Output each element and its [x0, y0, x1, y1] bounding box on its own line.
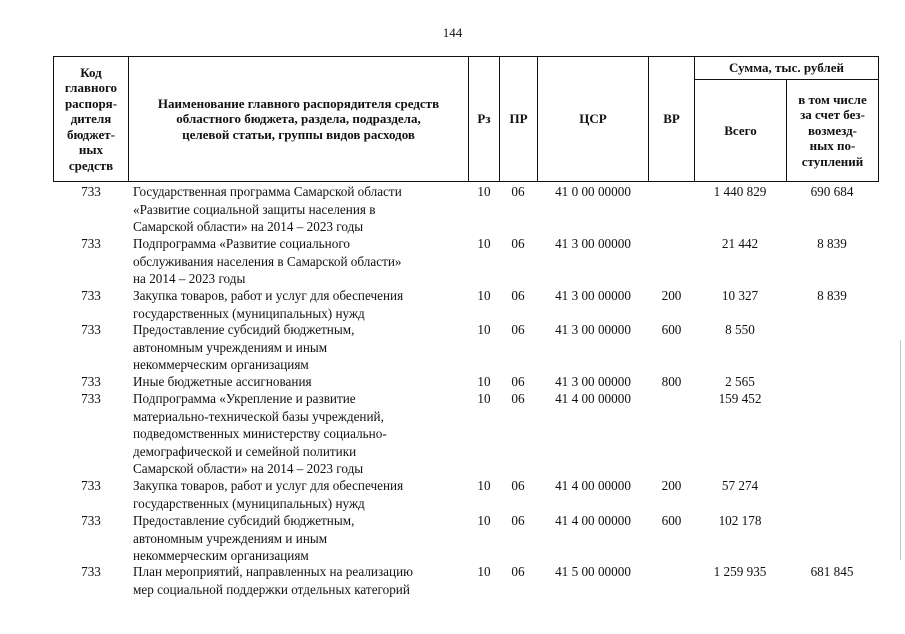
row-rz: 10: [477, 564, 491, 579]
row-pr: 06: [511, 288, 525, 303]
header-code: Код главного распоря- дителя бюджет- ных средств: [64, 65, 118, 173]
row-pr: 06: [511, 564, 525, 579]
row-rz: 10: [477, 513, 491, 528]
row-total: 8 550: [725, 322, 755, 337]
row-csr: 41 3 00 00000: [555, 236, 631, 251]
row-rz: 10: [477, 322, 491, 337]
row-rz: 10: [477, 184, 491, 199]
row-total: 159 452: [718, 391, 762, 406]
header-vr: ВР: [663, 111, 680, 127]
row-pr: 06: [511, 391, 525, 406]
row-name: Закупка товаров, работ и услуг для обеспечения государственных (муниципальных) нужд: [133, 478, 404, 511]
row-vr: 600: [661, 513, 682, 528]
row-rz: 10: [477, 374, 491, 389]
row-code: 733: [81, 391, 101, 406]
header-free: в том числе за счет без- возмезд- ных по- ступлений: [798, 91, 867, 169]
row-name: Подпрограмма «Укрепление и развитие материально-технической базы учреждений, подведомственных министерству социально- демографической и семейной политики Самарской области» на 2014 – 2023 годы: [133, 391, 387, 477]
row-free: 8 839: [817, 236, 847, 251]
row-code: 733: [81, 322, 101, 337]
row-name: Предоставление субсидий бюджетным, автономным учреждениям и иным некоммерческим организациям: [133, 513, 355, 564]
row-total: 21 442: [721, 236, 759, 251]
header-name: Наименование главного распорядителя средств областного бюджета, раздела, подраздела, целевой статьи, группы видов расходов: [157, 95, 440, 142]
page-number: 144: [442, 25, 463, 40]
row-free: 681 845: [810, 564, 854, 579]
row-total: 57 274: [721, 478, 759, 493]
row-csr: 41 5 00 00000: [555, 564, 631, 579]
row-vr: 200: [661, 478, 682, 493]
row-code: 733: [81, 288, 101, 303]
row-vr: 600: [661, 322, 682, 337]
row-csr: 41 4 00 00000: [555, 513, 631, 528]
row-name: Государственная программа Самарской области «Развитие социальной защиты населения в Самарской области» на 2014 – 2023 годы: [133, 184, 402, 235]
row-total: 2 565: [725, 374, 755, 389]
row-code: 733: [81, 184, 101, 199]
scan-artifact-line: [900, 340, 901, 560]
row-total: 1 440 829: [713, 184, 767, 199]
row-vr: 200: [661, 288, 682, 303]
row-free: 690 684: [810, 184, 854, 199]
header-rz: Рз: [477, 111, 491, 127]
row-name: Подпрограмма «Развитие социального обслуживания населения в Самарской области» на 2014 – 2023 годы: [133, 236, 402, 287]
row-csr: 41 3 00 00000: [555, 288, 631, 303]
col-border-right: [878, 56, 879, 182]
row-pr: 06: [511, 236, 525, 251]
row-code: 733: [81, 564, 101, 579]
row-name: Иные бюджетные ассигнования: [133, 374, 312, 389]
row-pr: 06: [511, 374, 525, 389]
row-pr: 06: [511, 513, 525, 528]
row-total: 102 178: [718, 513, 762, 528]
row-csr: 41 3 00 00000: [555, 322, 631, 337]
row-vr: 800: [661, 374, 682, 389]
row-name: Закупка товаров, работ и услуг для обеспечения государственных (муниципальных) нужд: [133, 288, 404, 321]
row-pr: 06: [511, 478, 525, 493]
header-csr: ЦСР: [579, 111, 607, 127]
row-rz: 10: [477, 288, 491, 303]
row-rz: 10: [477, 236, 491, 251]
row-rz: 10: [477, 478, 491, 493]
row-csr: 41 0 00 00000: [555, 184, 631, 199]
row-total: 1 259 935: [713, 564, 767, 579]
row-rz: 10: [477, 391, 491, 406]
row-pr: 06: [511, 184, 525, 199]
row-total: 10 327: [721, 288, 759, 303]
row-code: 733: [81, 478, 101, 493]
row-name: План мероприятий, направленных на реализацию мер социальной поддержки отдельных категорий: [133, 564, 413, 597]
row-code: 733: [81, 374, 101, 389]
row-csr: 41 4 00 00000: [555, 391, 631, 406]
header-sum: Сумма, тыс. рублей: [729, 60, 844, 76]
header-bottom-border: [53, 181, 879, 182]
row-csr: 41 3 00 00000: [555, 374, 631, 389]
row-code: 733: [81, 236, 101, 251]
row-code: 733: [81, 513, 101, 528]
row-name: Предоставление субсидий бюджетным, автономным учреждениям и иным некоммерческим организациям: [133, 322, 355, 373]
row-csr: 41 4 00 00000: [555, 478, 631, 493]
header-pr: ПР: [509, 111, 528, 127]
row-pr: 06: [511, 322, 525, 337]
row-free: 8 839: [817, 288, 847, 303]
header-total: Всего: [724, 122, 757, 138]
